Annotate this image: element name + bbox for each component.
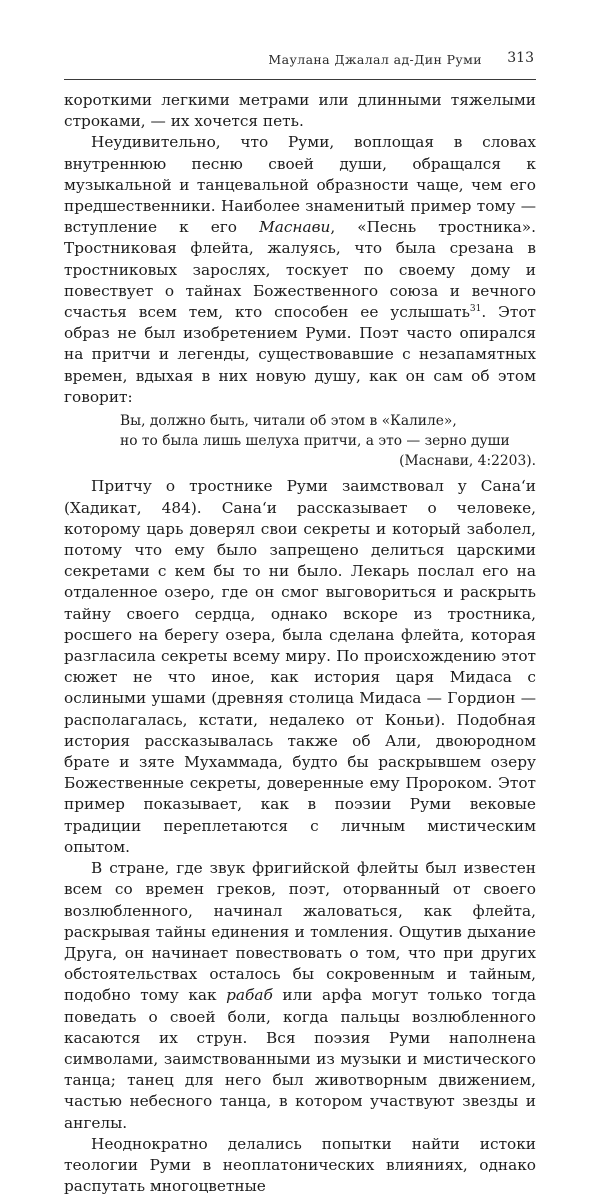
body-text: [64, 90, 536, 1197]
work-title-masnavi: Маснави: [259, 218, 331, 237]
paragraph-2: Неудивительно, что Руми, воплощая в словах внутреннюю песню своей души, обращался к музыкальной и танцевальной образности чаще, чем его предшественники. Наиболее знаменитый пример тому — вступление к его Маснави, «Песнь тростника». Тростниковая флейта, жалуясь, что была срезана в тростниковых зарослях, тоскует по своему дому и повествует о тайнах Божественного союза и вечного счастья всем тем, кто способен ее услышать$^{31}$. Этот образ не был изобретением Руми. Поэт часто опирался на притчи и легенды, существовавшие с незапамятных времен, вдыхая в них новую душу, как он сам об этом говорит:: [64, 133, 537, 406]
quote-source: (Маснави, 4:2203).: [399, 452, 536, 469]
verse-quote: [120, 412, 536, 471]
running-header: [64, 46, 536, 76]
page-number: 313: [507, 50, 534, 66]
paragraph-3: Притчу о тростнике Руми заимствовал у Сана‘и (Хадикат, 484). Сана‘и рассказывает о человеке, которому царь доверял свои секреты и который заболел, потому что ему было запрещено делиться царскими секретами с кем бы то ни было. Лекарь послал его на отдаленное озеро, где он смог выговориться и раскрыть тайну своего сердца, однако вскоре из тростника, росшего на берегу озера, была сделана флейта, которая разгласила секреты всему миру. По происхождению этот сюжет не что иное, как история царя Мидаса с ослиными ушами (древняя столица Мидаса — Гордион — располагалась, кстати, недалеко от Коньи). Подобная история рассказывалась также об Али, двоюродном брате и зяте Мухаммада, будто бы раскрывшем озеру Божественные секреты, доверенные ему Пророком. Этот пример показывает, как в поэзии Руми вековые традиции переплетаются с личным мистическим опытом.: [64, 477, 536, 856]
quote-line-2: но то была лишь шелуха притчи, а это — зерно души: [120, 432, 510, 449]
paragraph-4: В стране, где звук фригийской флейты был известен всем со времен греков, поэт, оторванный от своего возлюбленного, начинал жаловаться, как флейта, раскрывая тайны единения и томления. Ощутив дыхание Друга, он начинает повествовать о том, что при других обстоятельствах осталось бы сокровенным и тайным, подобно тому как рабаб или арфа могут только тогда поведать о своей боли, когда пальцы возлюбленного касаются их струн. Вся поэзия Руми наполнена символами, заимствованными из музыки и мистического танца; танец для него был животворным движением, частью небесного танца, в котором участвуют звезды и ангелы.: [64, 859, 536, 1132]
quote-line-1: Вы, должно быть, читали об этом в «Калиле»,: [120, 413, 457, 430]
footnote-marker: 31: [469, 303, 482, 314]
paragraph-1: короткими легкими метрами или длинными тяжелыми строками, — их хочется петь.: [64, 91, 536, 131]
header-rule: [64, 79, 536, 80]
paragraph-5: Неоднократно делались попытки найти истоки теологии Руми в неоплатонических влияниях, однако распутать многоцветные: [64, 1134, 536, 1196]
instrument-rabab: рабаб: [226, 986, 273, 1005]
running-header-title: Маулана Джалал ад-Дин Руми: [268, 52, 482, 67]
